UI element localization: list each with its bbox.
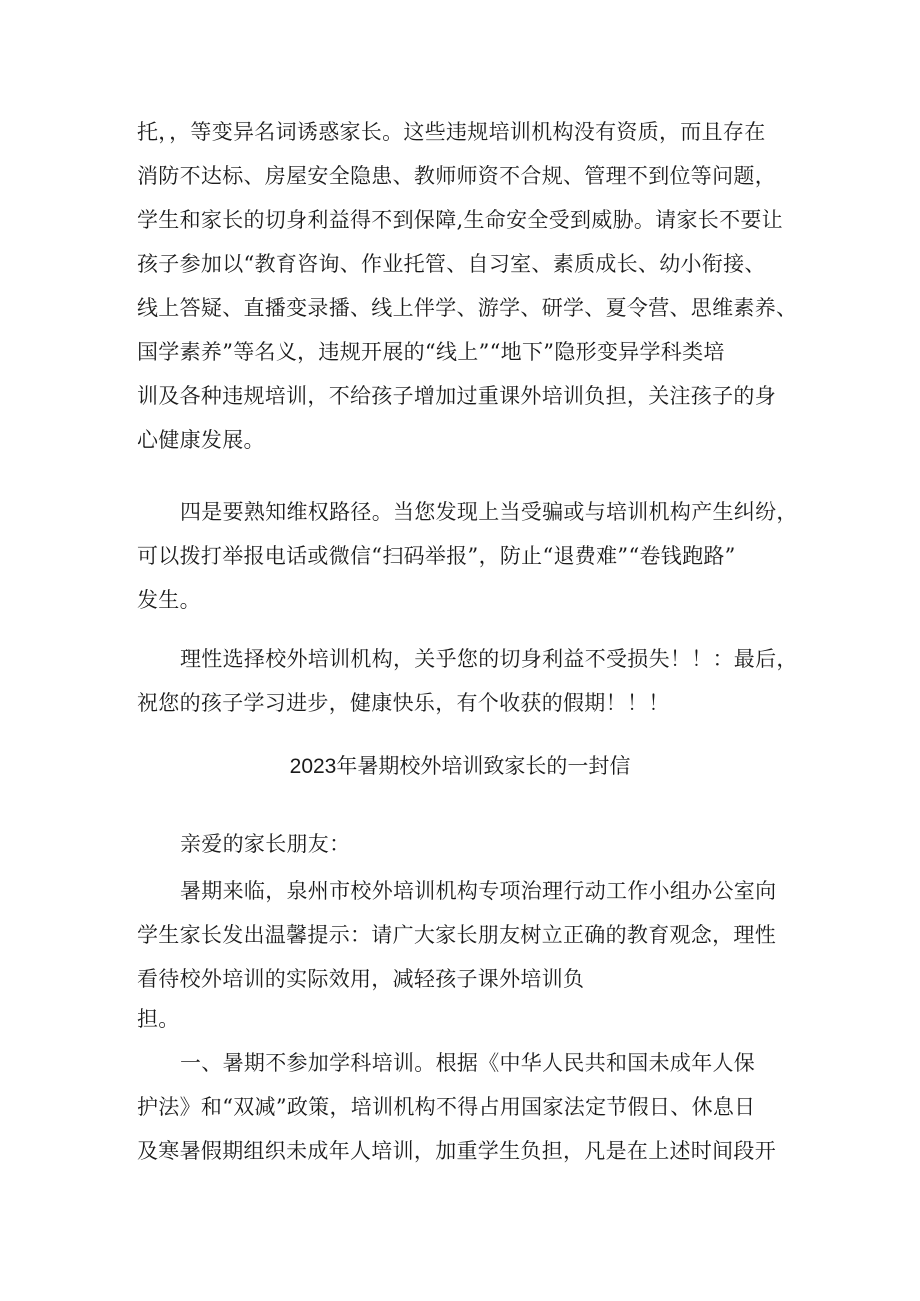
paragraph-a-line: 线上答疑、直播变录播、线上伴学、游学、研学、夏令营、思维素养、 <box>137 296 798 320</box>
greeting: 亲爱的家长朋友： <box>180 832 351 856</box>
paragraph-a-line: 心健康发展。 <box>137 428 265 452</box>
paragraph-c-line: 理性选择校外培训机构，关乎您的切身利益不受损失！！：最后， <box>180 647 798 671</box>
paragraph-d-line: 学生家长发出温馨提示：请广大家长朋友树立正确的教育观念，理性 <box>137 923 776 947</box>
paragraph-e-line: 及寒暑假期组织未成年人培训，加重学生负担，凡是在上述时间段开 <box>137 1139 776 1163</box>
paragraph-e-line: 一、暑期不参加学科培训。根据《中华人民共和国未成年人保 <box>180 1051 756 1075</box>
paragraph-a-line: 学生和家长的切身利益得不到保障,生命安全受到威胁。请家长不要让 <box>137 208 783 232</box>
paragraph-b-line: 可以拨打举报电话或微信“扫码举报”，防止“退费难”“卷钱跑路” <box>137 544 736 568</box>
paragraph-d-line: 暑期来临，泉州市校外培训机构专项治理行动工作小组办公室向 <box>180 879 777 903</box>
paragraph-a-line: 孩子参加以“教育咨询、作业托管、自习室、素质成长、幼小衔接、 <box>137 252 766 276</box>
paragraph-d-line: 看待校外培训的实际效用，减轻孩子课外培训负 <box>137 967 585 991</box>
paragraph-a-line: 训及各种违规培训，不给孩子增加过重课外培训负担，关注孩子的身 <box>137 384 776 408</box>
paragraph-d-line: 担。 <box>137 1007 180 1031</box>
paragraph-a-line: 消防不达标、房屋安全隐患、教师师资不合规、管理不到位等问题， <box>137 164 776 188</box>
paragraph-b-line: 四是要熟知维权路径。当您发现上当受骗或与培训机构产生纠纷， <box>180 500 798 524</box>
paragraph-a-line: 国学素养”等名义，违规开展的“线上”“地下”隐形变异学科类培 <box>137 340 725 364</box>
paragraph-b-line: 发生。 <box>137 588 201 612</box>
paragraph-a-line: 托，，等变异名词诱惑家长。这些违规培训机构没有资质，而且存在 <box>137 120 766 144</box>
paragraph-c-line: 祝您的孩子学习进步，健康快乐，有个收获的假期！！！ <box>137 691 670 715</box>
letter-title: 2023年暑期校外培训致家长的一封信 <box>289 755 631 778</box>
paragraph-e-line: 护法》和“双减”政策，培训机构不得占用国家法定节假日、休息日 <box>137 1095 756 1119</box>
